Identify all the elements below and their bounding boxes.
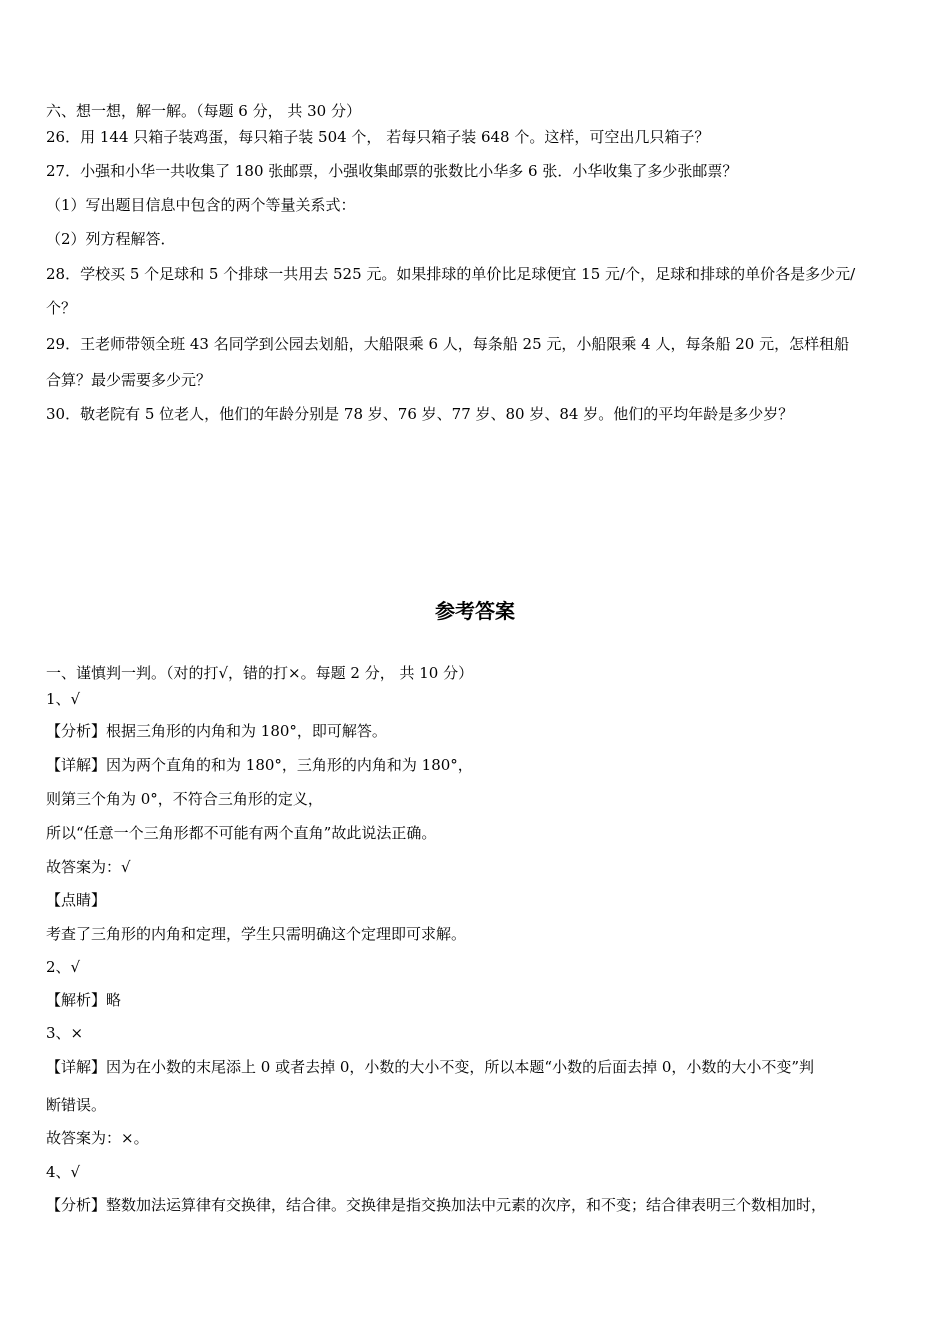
answer-1-label: 1、√ xyxy=(46,690,81,708)
answer-4-label: 4、√ xyxy=(46,1163,81,1181)
question-26: 26．用 144 只箱子装鸡蛋，每只箱子装 504 个， 若每只箱子装 648 个。这样，可空出几只箱子？ xyxy=(46,128,710,146)
answer-1-conclusion: 故答案为：√ xyxy=(46,858,131,876)
question-29-line-1: 29．王老师带领全班 43 名同学到公园去划船，大船限乘 6 人，每条船 25 元，小船限乘 4 人，每条船 20 元，怎样租船 xyxy=(46,335,850,353)
answer-1-detail-3: 所以“任意一个三角形都不可能有两个直角”故此说法正确。 xyxy=(46,824,437,842)
answer-1-remark-label: 【点睛】 xyxy=(46,891,107,909)
question-28-line-2: 个？ xyxy=(46,299,77,317)
question-27: 27．小强和小华一共收集了 180 张邮票，小强收集邮票的张数比小华多 6 张．小华收集了多少张邮票？ xyxy=(46,162,738,180)
answer-1-analysis: 【分析】根据三角形的内角和为 180°，即可解答。 xyxy=(46,722,387,740)
question-29-line-2: 合算？最少需要多少元？ xyxy=(46,371,212,389)
answer-3-detail-2: 断错误。 xyxy=(46,1096,107,1114)
answer-2-label: 2、√ xyxy=(46,958,81,976)
answers-title: 参考答案 xyxy=(435,599,515,623)
answer-2-analysis: 【解析】略 xyxy=(46,991,122,1009)
question-30: 30．敬老院有 5 位老人，他们的年龄分别是 78 岁、76 岁、77 岁、80 岁、84 岁。他们的平均年龄是多少岁？ xyxy=(46,405,794,423)
question-27-part-1: （1）写出题目信息中包含的两个等量关系式： xyxy=(46,196,356,214)
answer-3-label: 3、× xyxy=(46,1024,84,1042)
answers-section-one-header: 一、谨慎判一判。（对的打√，错的打×。每题 2 分， 共 10 分） xyxy=(46,664,474,682)
answer-1-detail-2: 则第三个角为 0°，不符合三角形的定义， xyxy=(46,790,323,808)
answer-4-analysis: 【分析】整数加法运算律有交换律，结合律。交换律是指交换加法中元素的次序，和不变；结合律表明三个数相加时， xyxy=(46,1196,827,1214)
section-six-header: 六、想一想，解一解。（每题 6 分， 共 30 分） xyxy=(46,102,361,120)
answer-3-detail-1: 【详解】因为在小数的末尾添上 0 或者去掉 0，小数的大小不变，所以本题“小数的后面去掉 0，小数的大小不变”判 xyxy=(46,1058,815,1076)
question-28-line-1: 28．学校买 5 个足球和 5 个排球一共用去 525 元。如果排球的单价比足球便宜 15 元/个，足球和排球的单价各是多少元/ xyxy=(46,265,856,283)
question-27-part-2: （2）列方程解答． xyxy=(46,230,176,248)
answer-3-conclusion: 故答案为：×。 xyxy=(46,1129,149,1147)
answer-1-remark: 考查了三角形的内角和定理，学生只需明确这个定理即可求解。 xyxy=(46,925,467,943)
answer-1-detail-1: 【详解】因为两个直角的和为 180°，三角形的内角和为 180°， xyxy=(46,756,473,774)
